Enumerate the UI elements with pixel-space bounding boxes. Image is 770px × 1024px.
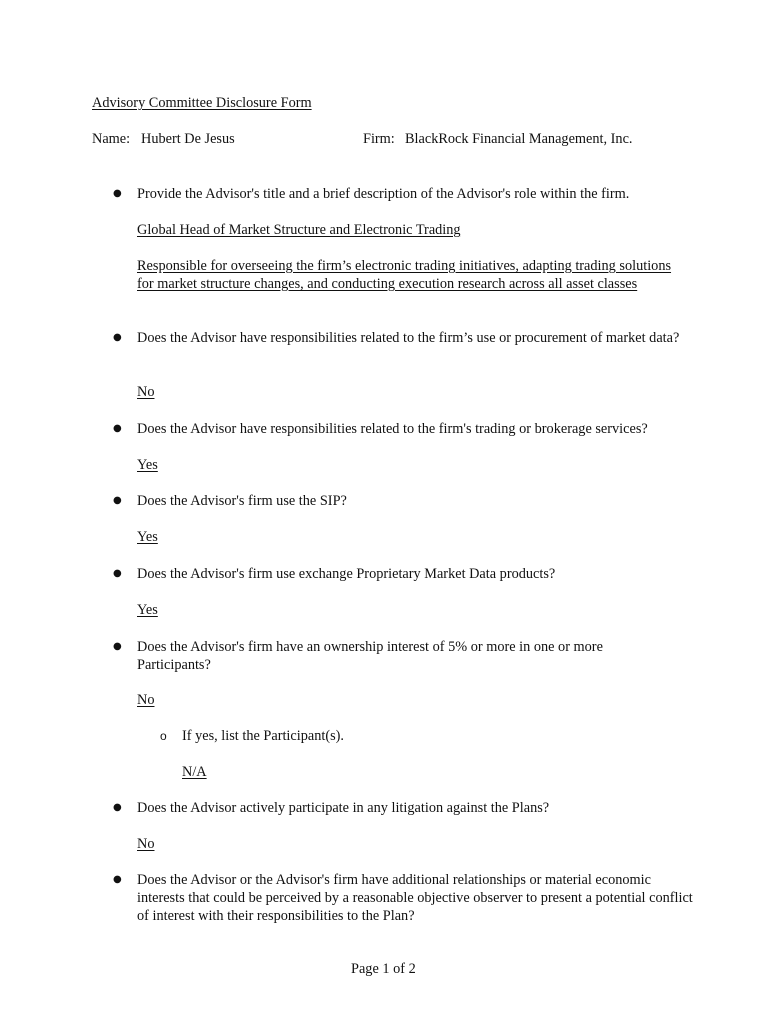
name-label: Name: — [92, 131, 131, 147]
firm-label: Firm: — [363, 131, 395, 147]
page-number: Page 1 of 2 — [351, 961, 416, 977]
form-title: Advisory Committee Disclosure Form — [92, 95, 312, 111]
answer-market-data: No — [137, 384, 155, 400]
question-trading-brokerage: Does the Advisor have responsibilities related to the firm's trading or brokerage services? — [137, 421, 648, 437]
bullet-icon: ● — [113, 568, 122, 579]
bullet-icon: ● — [113, 423, 122, 434]
answer-role-description: Responsible for overseeing the firm’s electronic trading initiatives, adapting trading solutions for market structure changes, and conducting execution research across all asset classes — [137, 258, 672, 292]
name-value: Hubert De Jesus — [141, 131, 235, 147]
bullet-icon: ● — [113, 874, 122, 885]
sub-bullet-icon: o — [160, 729, 167, 743]
answer-ownership: No — [137, 692, 155, 708]
bullet-icon: ● — [113, 802, 122, 813]
firm-value: BlackRock Financial Management, Inc. — [405, 131, 633, 147]
answer-sip: Yes — [137, 529, 158, 545]
bullet-icon: ● — [113, 495, 122, 506]
sub-answer-participants: N/A — [182, 764, 207, 780]
bullet-icon: ● — [113, 641, 122, 652]
answer-role-title: Global Head of Market Structure and Electronic Trading — [137, 222, 461, 238]
question-sip: Does the Advisor's firm use the SIP? — [137, 493, 347, 509]
answer-trading-brokerage: Yes — [137, 457, 158, 473]
question-role: Provide the Advisor's title and a brief description of the Advisor's role within the firm. — [137, 186, 630, 202]
sub-question-participants: If yes, list the Participant(s). — [182, 728, 344, 744]
answer-proprietary-data: Yes — [137, 602, 158, 618]
answer-litigation: No — [137, 836, 155, 852]
bullet-icon: ● — [113, 332, 122, 343]
question-ownership: Does the Advisor's firm have an ownership interest of 5% or more in one or more Participants? — [137, 639, 603, 673]
question-market-data: Does the Advisor have responsibilities related to the firm’s use or procurement of market data? — [137, 330, 680, 346]
question-conflict-of-interest: Does the Advisor or the Advisor's firm have additional relationships or material economic interests that could be perceived by a reasonable objective observer to present a potential conflict of interest with their responsibilities to the Plan? — [137, 872, 693, 924]
question-proprietary-data: Does the Advisor's firm use exchange Proprietary Market Data products? — [137, 566, 556, 582]
bullet-icon: ● — [113, 188, 122, 199]
question-litigation: Does the Advisor actively participate in any litigation against the Plans? — [137, 800, 550, 816]
